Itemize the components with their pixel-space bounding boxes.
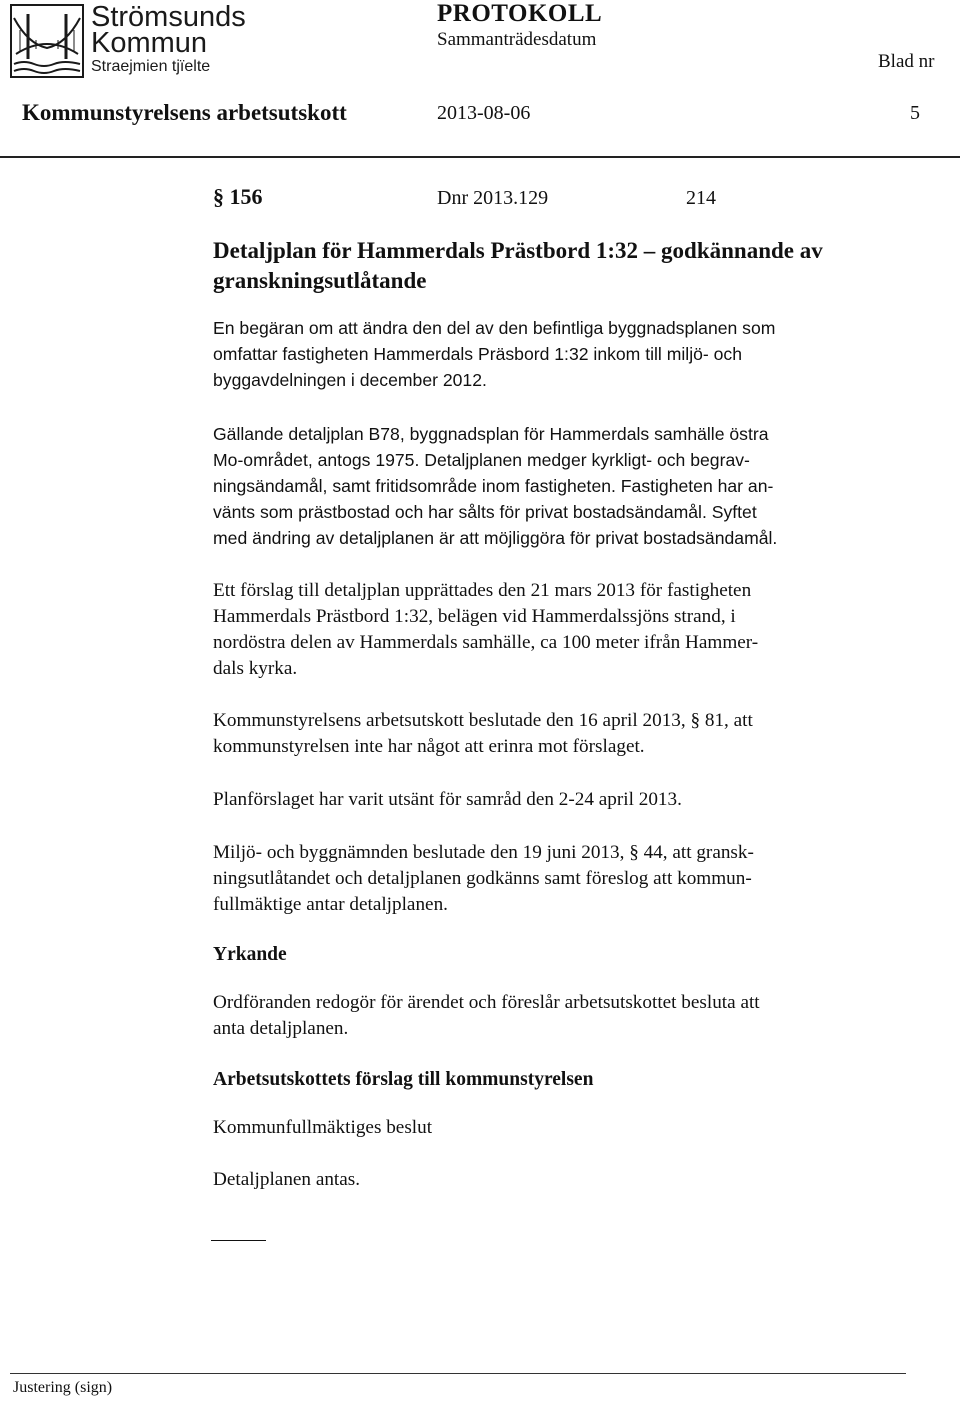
text-line: omfattar fastigheten Hammerdals Präsbord 1:32 inkom till miljö- och bbox=[213, 344, 743, 364]
text-line: fullmäktige antar detaljplanen. bbox=[213, 894, 448, 915]
text-line: vänts som prästbostad och har sålts för privat bostadsändamål. Syftet bbox=[213, 502, 757, 522]
text-line: ningsutlåtandet och detaljplanen godkänns samt föreslog att kommun- bbox=[213, 868, 752, 889]
paragraph-request bbox=[213, 315, 893, 393]
text-line: Ordföranden redogör för ärendet och föreslår arbetsutskottet besluta att bbox=[213, 992, 760, 1013]
kommun-logo bbox=[10, 1, 246, 80]
text-line: anta detaljplanen. bbox=[213, 1018, 349, 1039]
logo-text-line3: Straejmien tjïelte bbox=[91, 58, 211, 75]
text-line: Planförslaget har varit utsänt för samråd den 2-24 april 2013. bbox=[213, 789, 682, 810]
text-line: Kommunstyrelsens arbetsutskott beslutade den 16 april 2013, § 81, att bbox=[213, 710, 753, 731]
proposal-decision bbox=[213, 1167, 893, 1193]
sheet-number-label: Blad nr bbox=[878, 51, 935, 72]
yrkande-heading: Yrkande bbox=[213, 944, 287, 965]
text-line: byggavdelningen i december 2012. bbox=[213, 370, 487, 390]
text-line: nordöstra delen av Hammerdals samhälle, ca 100 meter ifrån Hammer- bbox=[213, 632, 759, 653]
logo-text-line1: Strömsunds bbox=[91, 1, 246, 33]
text-line: Mo-området, antogs 1975. Detaljplanen medger kyrkligt- och begrav- bbox=[213, 450, 750, 470]
text-line: Detaljplanen antas. bbox=[213, 1169, 361, 1190]
end-divider bbox=[211, 1240, 266, 1241]
text-line: dals kyrka. bbox=[213, 658, 298, 679]
text-line: ningsändamål, samt fritidsområde inom fastigheten. Fastigheten har an- bbox=[213, 476, 774, 496]
text-line: Kommunfullmäktiges beslut bbox=[213, 1117, 433, 1138]
diary-number: Dnr 2013.129 bbox=[437, 187, 549, 209]
paragraph-current-plan bbox=[213, 421, 893, 551]
meeting-date: 2013-08-06 bbox=[437, 102, 531, 124]
document-type: PROTOKOLL bbox=[437, 0, 603, 27]
paragraph-consultation bbox=[213, 787, 893, 813]
section-number-text: § 156 bbox=[213, 184, 263, 209]
text-line: kommunstyrelsen inte har något att erinra mot förslaget. bbox=[213, 736, 645, 757]
logo-text-line2: Kommun bbox=[91, 27, 208, 59]
section-title: Detaljplan för Hammerdals Prästbord 1:32 – godkännande av granskningsutlåtande bbox=[213, 238, 823, 293]
section-number bbox=[213, 184, 263, 210]
bridge-emblem-icon bbox=[10, 4, 84, 78]
proposal-heading: Arbetsutskottets förslag till kommunstyrelsen bbox=[213, 1069, 594, 1090]
text-line: En begäran om att ändra den del av den befintliga byggnadsplanen som bbox=[213, 318, 776, 338]
paragraph-proposal-drafted bbox=[213, 578, 893, 682]
paragraph-mbn-decision bbox=[213, 840, 893, 918]
text-line: Ett förslag till detaljplan upprättades den 21 mars 2013 för fastigheten bbox=[213, 580, 752, 601]
yrkande-text bbox=[213, 990, 893, 1042]
text-line: Miljö- och byggnämnden beslutade den 19 juni 2013, § 44, att gransk- bbox=[213, 842, 754, 863]
header-divider bbox=[0, 156, 960, 158]
text-line: Gällande detaljplan B78, byggnadsplan för Hammerdals samhälle östra bbox=[213, 424, 769, 444]
reference-number: 214 bbox=[686, 187, 716, 209]
text-line: Hammerdals Prästbord 1:32, belägen vid Hammerdalssjöns strand, i bbox=[213, 606, 736, 627]
paragraph-au-decision bbox=[213, 708, 893, 760]
footer-divider bbox=[10, 1373, 906, 1374]
meeting-date-label: Sammanträdesdatum bbox=[437, 29, 597, 50]
text-line: med ändring av detaljplanen är att möjliggöra för privat bostadsändamål. bbox=[213, 528, 778, 548]
committee-name: Kommunstyrelsens arbetsutskott bbox=[22, 100, 347, 125]
proposal-subheading bbox=[213, 1115, 893, 1141]
page-number: 5 bbox=[910, 102, 920, 124]
justering-label: Justering (sign) bbox=[13, 1379, 113, 1396]
